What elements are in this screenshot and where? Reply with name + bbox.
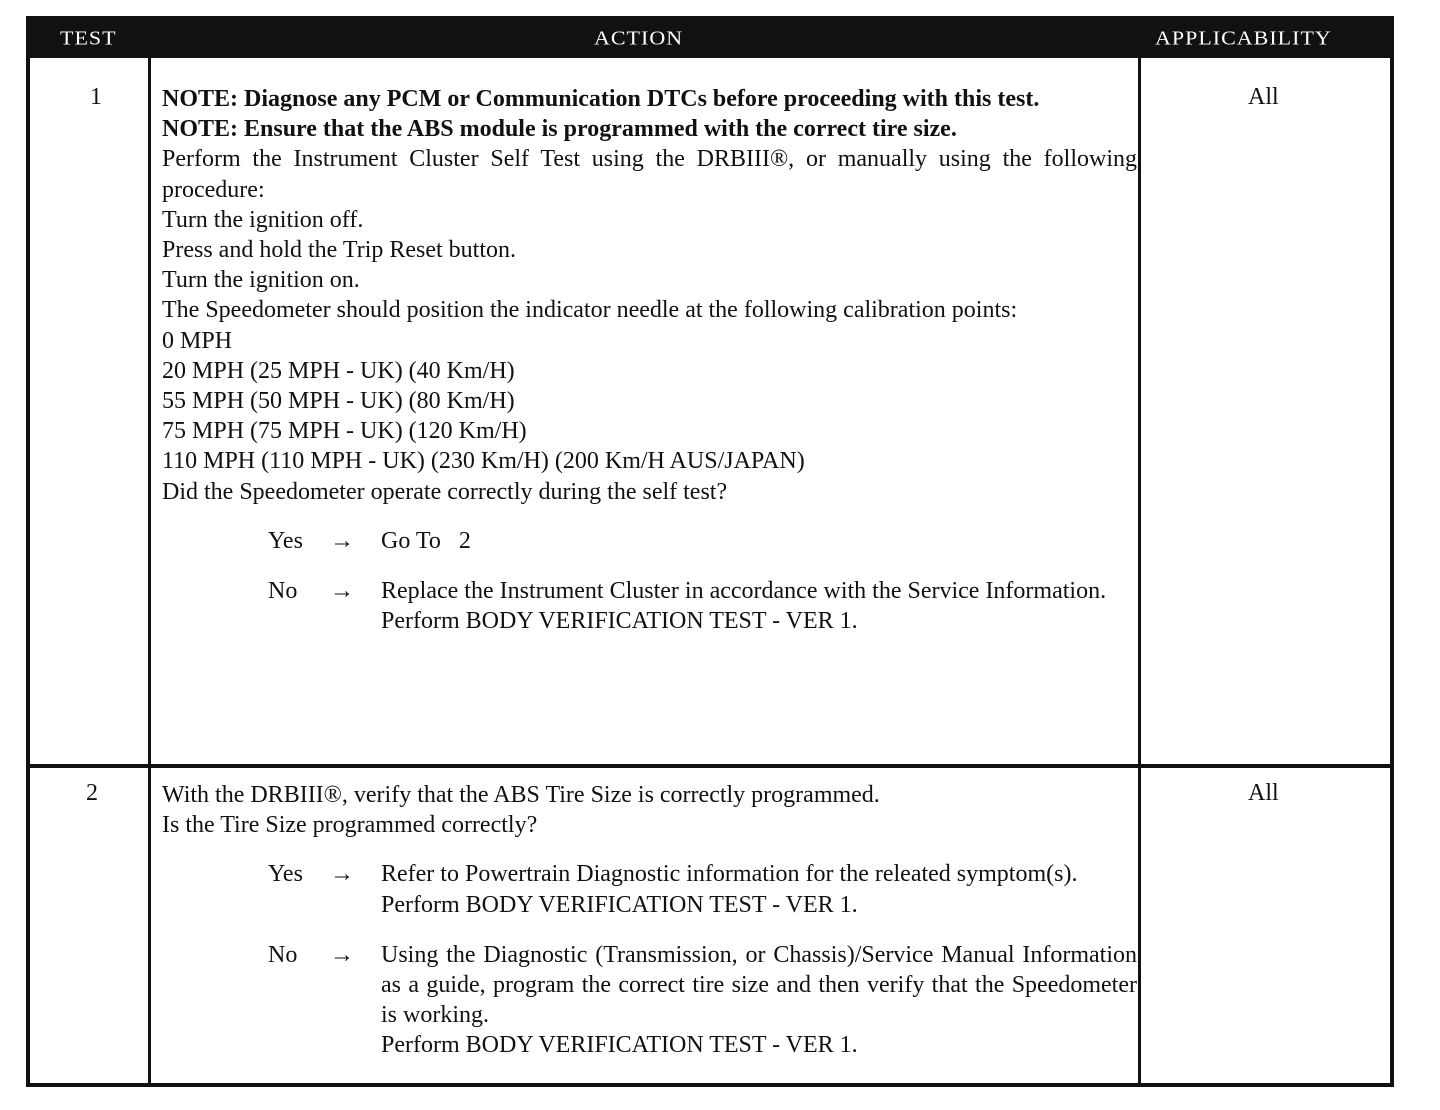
action-line: Press and hold the Trip Reset button. <box>162 237 517 264</box>
action-line: 20 MPH (25 MPH - UK) (40 Km/H) <box>162 357 515 384</box>
action-line: With the DRBIII®, verify that the ABS Tire Size is correctly programmed. <box>162 782 880 808</box>
result-text: Refer to Powertrain Diagnostic information for the releated symptom(s). <box>381 861 1078 888</box>
result-text: Replace the Instrument Cluster in accordance with the Service Information. <box>381 578 1107 605</box>
action-line: 110 MPH (110 MPH - UK) (230 Km/H) (200 Km/H AUS/JAPAN) <box>162 448 805 475</box>
note-text: NOTE: Diagnose any PCM or Communication DTCs before proceeding with this test. <box>162 86 1040 112</box>
action-cell <box>162 780 1137 1061</box>
result-yes <box>162 526 1137 556</box>
action-line: Perform the Instrument Cluster Self Test using the DRBIII®, or manually using the following procedure: <box>162 146 1137 203</box>
header-applicability: APPLICABILITY <box>1155 26 1332 49</box>
header-action: ACTION <box>594 26 684 49</box>
note-text: NOTE: Ensure that the ABS module is programmed with the correct tire size. <box>162 116 957 143</box>
action-cell <box>162 84 1137 636</box>
applicability-value: All <box>1248 84 1279 110</box>
arrow-icon: → <box>330 861 354 888</box>
result-key: No <box>268 941 298 968</box>
arrow-icon: → <box>330 578 354 605</box>
header-test: TEST <box>60 26 117 49</box>
arrow-icon: → <box>330 527 354 554</box>
perform-text: Perform BODY VERIFICATION TEST - VER 1. <box>381 891 858 918</box>
action-line: 55 MPH (50 MPH - UK) (80 Km/H) <box>162 388 515 415</box>
result-no <box>162 576 1137 636</box>
test-number: 1 <box>90 84 102 110</box>
applicability-value: All <box>1248 780 1279 806</box>
result-no <box>162 940 1137 1061</box>
action-line: The Speedometer should position the indicator needle at the following calibration points: <box>162 297 1018 324</box>
diagnostic-table <box>26 16 1394 1087</box>
perform-text: Perform BODY VERIFICATION TEST - VER 1. <box>381 1032 858 1059</box>
action-line: Did the Speedometer operate correctly during the self test? <box>162 478 728 505</box>
test-number: 2 <box>86 780 98 806</box>
result-yes <box>162 859 1137 919</box>
arrow-icon: → <box>330 941 354 968</box>
perform-text: Perform BODY VERIFICATION TEST - VER 1. <box>381 608 858 635</box>
action-line: Is the Tire Size programmed correctly? <box>162 812 538 839</box>
action-line: 75 MPH (75 MPH - UK) (120 Km/H) <box>162 418 527 445</box>
action-line: Turn the ignition on. <box>162 267 360 294</box>
result-text: Go To 2 <box>381 527 471 554</box>
table-row <box>30 768 1390 1083</box>
result-text: Using the Diagnostic (Transmission, or Chassis)/Service Manual Information as a guide, program the correct tire size and then verify that the Speedometer is working. <box>381 941 1137 1029</box>
action-line: 0 MPH <box>162 327 233 354</box>
result-key: No <box>268 578 298 605</box>
action-line: Turn the ignition off. <box>162 206 364 233</box>
table-row <box>30 58 1390 766</box>
table-header <box>26 16 1394 58</box>
result-key: Yes <box>268 527 303 554</box>
result-key: Yes <box>268 861 303 888</box>
